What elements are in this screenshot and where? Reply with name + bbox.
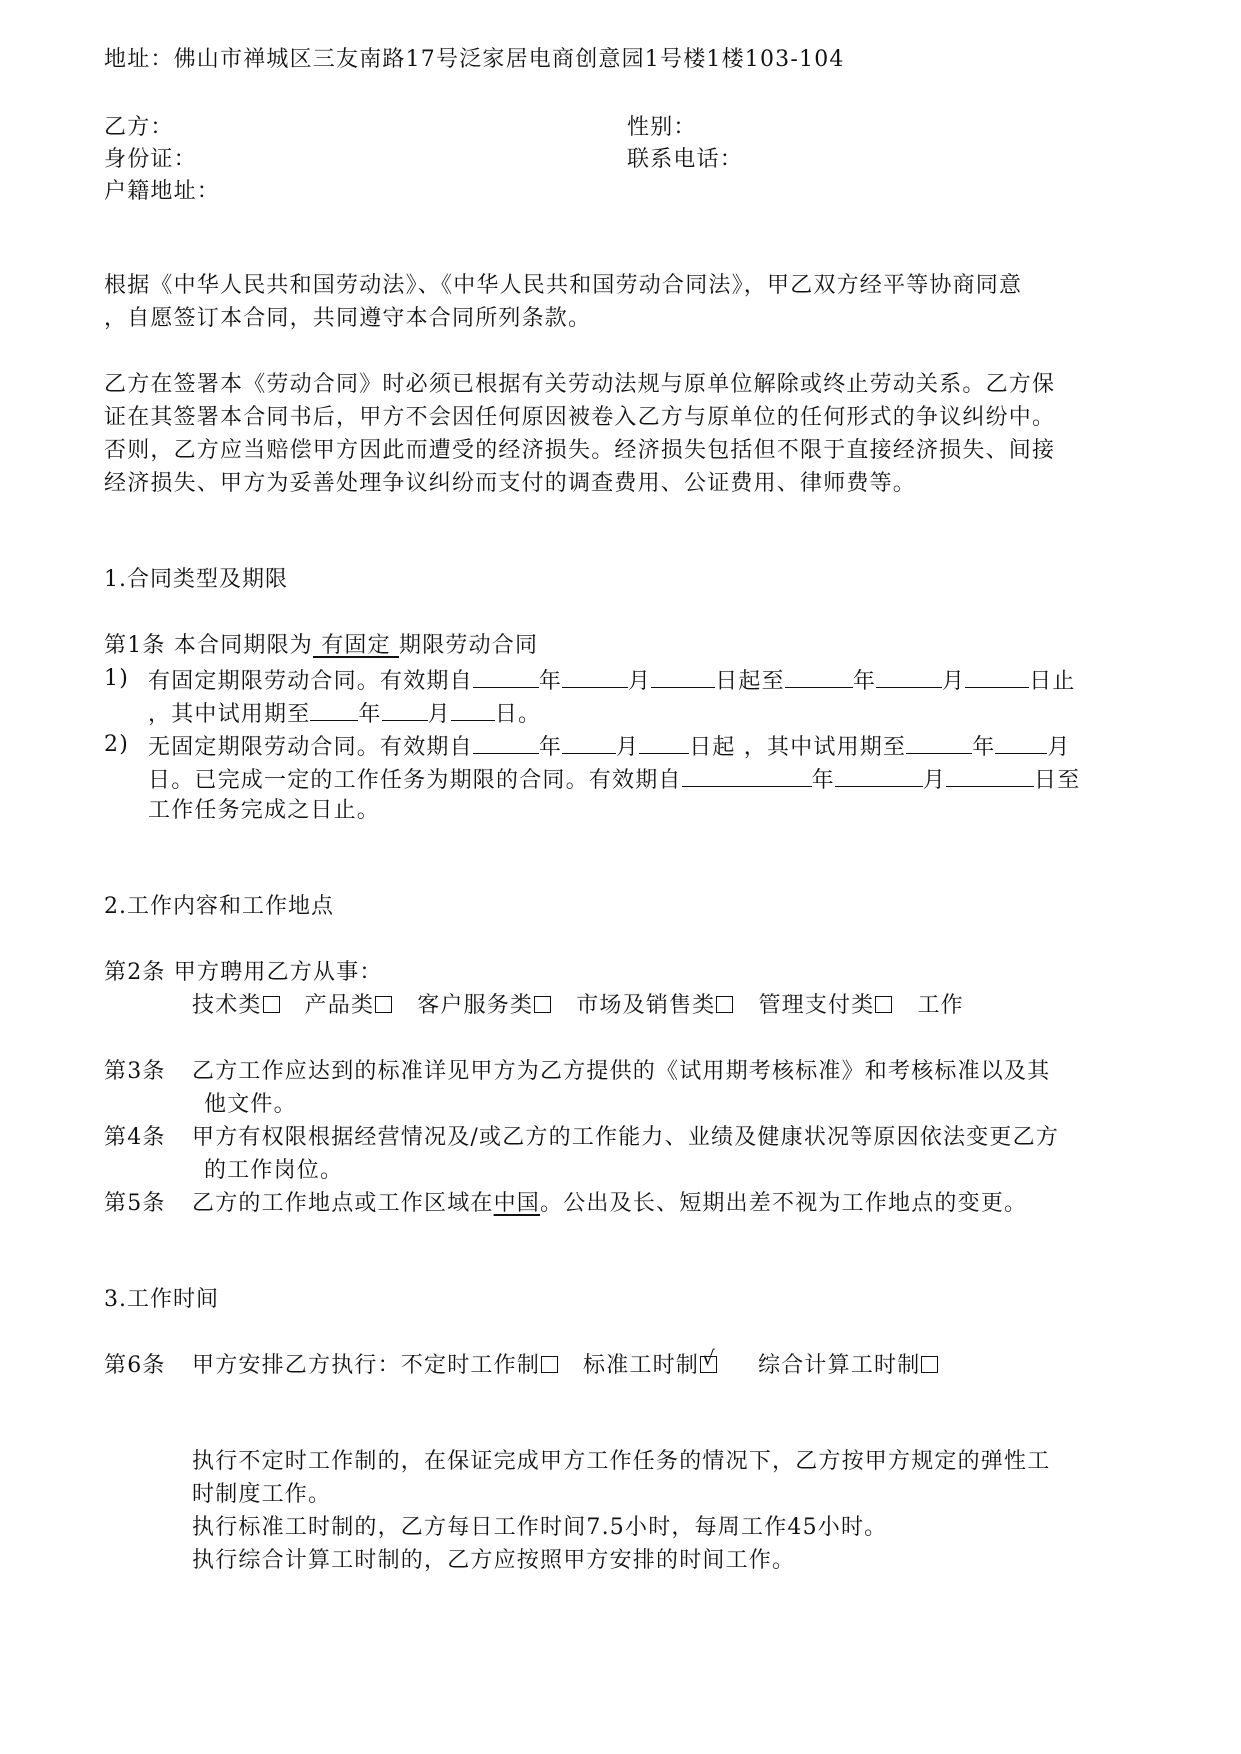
party-b-label: 乙方： <box>104 115 174 140</box>
employer-address: 地址：佛山市禅城区三友南路17号泛家居电商创意园1号楼1楼103-104 <box>104 47 845 72</box>
blank-field[interactable] <box>382 696 428 721</box>
month-label: 月 <box>922 768 947 793</box>
id-card-label: 身份证： <box>104 147 197 172</box>
article6 <box>104 1346 939 1382</box>
blank-field[interactable] <box>310 696 358 721</box>
article2: 第2条 甲方聘用乙方从事： <box>104 960 383 985</box>
blank-field[interactable] <box>995 729 1047 754</box>
section2-heading <box>104 891 334 923</box>
article4-text: 甲方有权限根据经营情况及/或乙方的工作能力、业绩及健康状况等原因依法变更乙方 <box>192 1125 1060 1150</box>
item2-line1 <box>104 729 1071 764</box>
article3-line2: 他文件。 <box>204 1092 297 1117</box>
blank-field[interactable] <box>651 663 715 688</box>
blank-field[interactable] <box>906 729 972 754</box>
day-to-label: 日起至 <box>715 669 785 694</box>
preamble-p2-line1: 乙方在签署本《劳动合同》时必须已根据有关劳动法规与原单位解除或终止劳动关系。乙方保 <box>104 372 1056 397</box>
management-checkbox[interactable] <box>875 996 892 1013</box>
gender-label: 性别： <box>627 115 697 140</box>
blank-field[interactable] <box>785 663 853 688</box>
option-management-label: 管理支付类 <box>758 993 875 1018</box>
standard-hours-note: 执行标准工时制的，乙方每日工作时间7.5小时，每周工作45小时。 <box>192 1515 888 1540</box>
flexible-hours-label: 不定时工作制 <box>400 1353 541 1378</box>
work-location-value: 中国 <box>493 1191 541 1216</box>
blank-field[interactable] <box>835 762 923 787</box>
item2-trial-text: 日起 ，其中试用期至 <box>689 735 907 760</box>
comprehensive-hours-note: 执行综合计算工时制的，乙方应按照甲方安排的时间工作。 <box>192 1548 796 1573</box>
option-tech-label: 技术类 <box>192 993 262 1018</box>
article6-label: 第6条 <box>104 1353 166 1378</box>
article3-label: 第3条 <box>104 1059 166 1084</box>
section1-number: 1. <box>104 567 127 592</box>
section1-heading <box>104 564 288 596</box>
blank-field[interactable] <box>965 663 1029 688</box>
item2-line3: 工作任务完成之日止。 <box>148 798 381 823</box>
article5 <box>104 1188 1027 1220</box>
item1-line1 <box>104 663 1076 698</box>
article1 <box>104 630 538 662</box>
blank-field[interactable] <box>473 729 539 754</box>
year-label: 年 <box>538 669 563 694</box>
article4-line2: 的工作岗位。 <box>204 1158 344 1183</box>
preamble-p2-line4: 经济损失、甲方为妥善处理争议纠纷而支付的调查费用、公证费用、律师费等。 <box>104 471 917 496</box>
option-marketing-sales-label: 市场及销售类 <box>576 993 716 1018</box>
blank-field[interactable] <box>451 696 495 721</box>
option-customer-service-label: 客户服务类 <box>417 993 534 1018</box>
article5-suffix: 。公出及长、短期出差不视为工作地点的变更。 <box>540 1191 1028 1216</box>
check-mark-icon: √ <box>702 1346 716 1370</box>
day-to-label: 日至 <box>1034 768 1081 793</box>
year-label: 年 <box>852 669 877 694</box>
month-label: 月 <box>1047 735 1071 760</box>
trial-label: ，其中试用期至 <box>148 702 311 727</box>
item2-marker: 2) <box>104 732 129 757</box>
option-product-label: 产品类 <box>304 993 375 1018</box>
flexible-hours-checkbox[interactable] <box>541 1356 558 1373</box>
month-label: 月 <box>616 735 640 760</box>
item2-task-text: 日。已完成一定的工作任务为期限的合同。有效期自 <box>148 768 682 793</box>
flexible-hours-note-line1: 执行不定时工作制的，在保证完成甲方工作任务的情况下，乙方按甲方规定的弹性工 <box>192 1449 1051 1474</box>
day-label: 日。 <box>494 702 542 727</box>
item1-marker: 1) <box>104 666 129 691</box>
standard-hours-label: 标准工时制 <box>583 1353 700 1378</box>
blank-field[interactable] <box>682 762 812 787</box>
blank-field[interactable] <box>562 663 628 688</box>
options-tail: 工作 <box>917 993 964 1018</box>
year-label: 年 <box>972 735 996 760</box>
article4-line1 <box>104 1122 1059 1154</box>
year-label: 年 <box>811 768 835 793</box>
section3-number: 3. <box>104 1287 127 1312</box>
blank-field[interactable] <box>876 663 942 688</box>
day-stop-label: 日止 <box>1029 669 1076 694</box>
article6-text: 甲方安排乙方执行： <box>192 1353 401 1378</box>
standard-hours-checkbox[interactable] <box>700 1346 717 1373</box>
item1-line2 <box>148 696 541 731</box>
product-checkbox[interactable] <box>375 996 392 1013</box>
preamble-p2-line3: 否则，乙方应当赔偿甲方因此而遭受的经济损失。经济损失包括但不限于直接经济损失、间接 <box>104 438 1056 463</box>
section2-number: 2. <box>104 894 127 919</box>
blank-field[interactable] <box>946 762 1034 787</box>
year-label: 年 <box>538 735 563 760</box>
phone-label: 联系电话： <box>627 147 744 172</box>
customer-service-checkbox[interactable] <box>534 996 551 1013</box>
blank-field[interactable] <box>473 663 539 688</box>
contract-type-value: 有固定 <box>313 633 399 658</box>
tech-checkbox[interactable] <box>263 996 280 1013</box>
comprehensive-hours-label: 综合计算工时制 <box>758 1353 921 1378</box>
section2-title: 工作内容和工作地点 <box>127 894 335 919</box>
year-label: 年 <box>358 702 382 727</box>
article3-text: 乙方工作应达到的标准详见甲方为乙方提供的《试用期考核标准》和考核标准以及其 <box>192 1059 1051 1084</box>
preamble-p1-line2: ，自愿签订本合同，共同遵守本合同所列条款。 <box>104 306 592 331</box>
article5-label: 第5条 <box>104 1191 166 1216</box>
article1-suffix: 期限劳动合同 <box>399 633 539 658</box>
month-label: 月 <box>628 669 652 694</box>
month-label: 月 <box>942 669 966 694</box>
marketing-sales-checkbox[interactable] <box>716 996 733 1013</box>
item2-text: 无固定期限劳动合同。有效期自 <box>148 735 473 760</box>
article5-text: 乙方的工作地点或工作区域在 <box>192 1191 494 1216</box>
blank-field[interactable] <box>562 729 616 754</box>
preamble-p1-line1: 根据《中华人民共和国劳动法》、《中华人民共和国劳动合同法》，甲乙双方经平等协商同意 <box>104 273 1023 298</box>
item2-line2 <box>148 762 1080 797</box>
article1-text: 第1条 本合同期限为 <box>104 633 313 658</box>
comprehensive-hours-checkbox[interactable] <box>921 1356 938 1373</box>
household-address-label: 户籍地址： <box>104 179 221 204</box>
month-label: 月 <box>427 702 451 727</box>
job-category-options <box>192 990 964 1022</box>
article3-line1 <box>104 1056 1050 1088</box>
section3-title: 工作时间 <box>127 1287 220 1312</box>
flexible-hours-note-line2: 时制度工作。 <box>192 1482 332 1507</box>
blank-field[interactable] <box>639 729 689 754</box>
preamble-p2-line2: 证在其签署本合同书后，甲方不会因任何原因被卷入乙方与原单位的任何形式的争议纠纷中。 <box>104 405 1056 430</box>
item1-text: 有固定期限劳动合同。有效期自 <box>148 669 473 694</box>
section3-heading <box>104 1284 219 1316</box>
section1-title: 合同类型及期限 <box>127 567 289 592</box>
article4-label: 第4条 <box>104 1125 166 1150</box>
